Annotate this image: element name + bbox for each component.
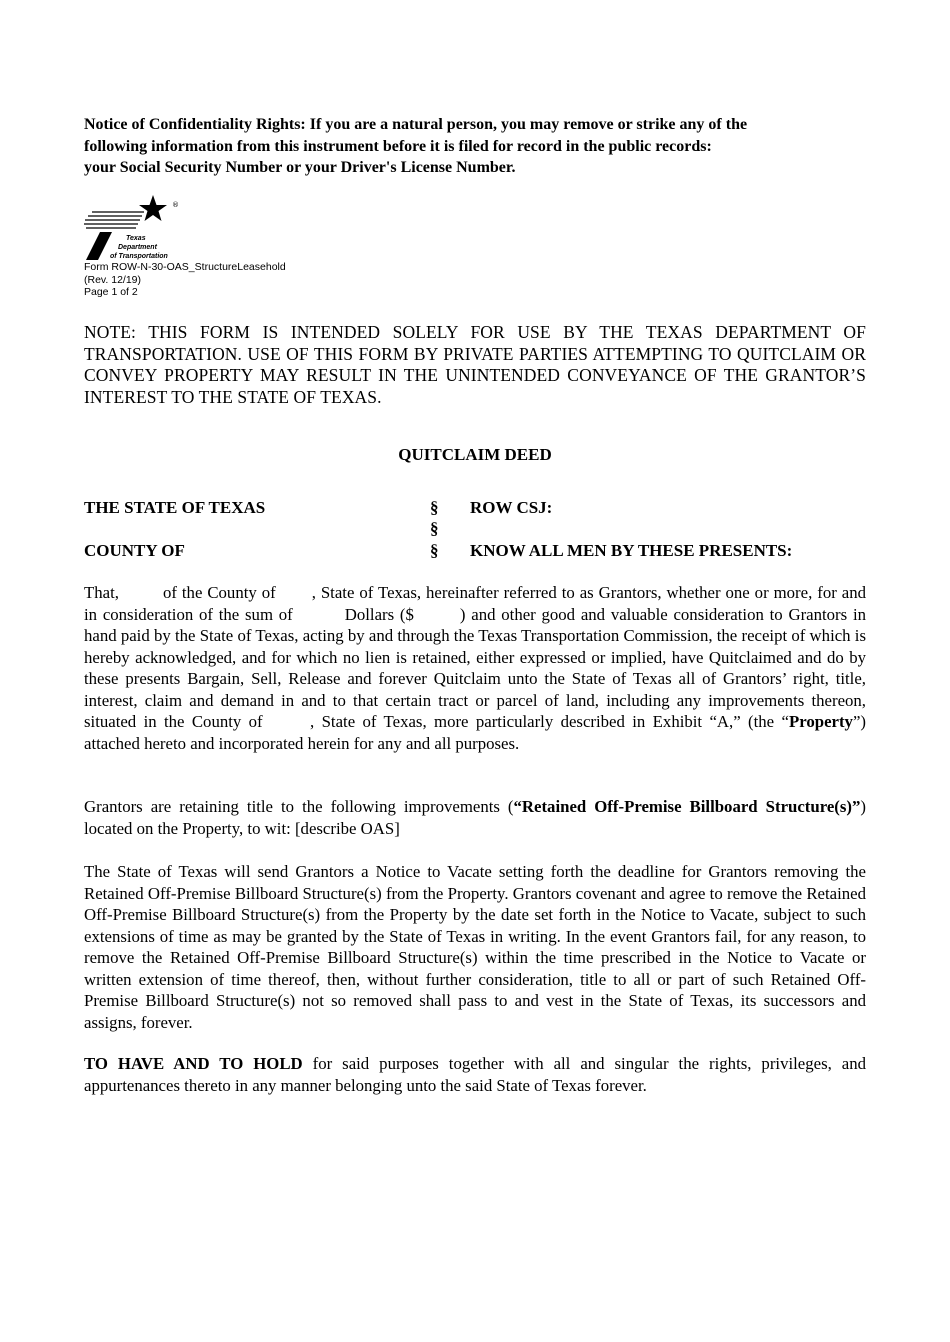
para1-text-h: ”) attached hereto and incorporated herein for any and all purposes. <box>84 712 866 753</box>
notice-line-3: your Social Security Number or your Driver's License Number. <box>84 159 516 176</box>
form-number: Form ROW-N-30-OAS_StructureLeasehold <box>84 261 286 273</box>
notice-line-1: Notice of Confidentiality Rights: If you are a natural person, you may remove or strike any of the <box>84 116 748 133</box>
para2-text-a: Grantors are retaining title to the following improvements ( <box>84 797 514 816</box>
county-of-heading: COUNTY OF <box>84 541 185 560</box>
document-title: QUITCLAIM DEED <box>398 445 552 464</box>
state-of-texas-heading: THE STATE OF TEXAS <box>84 498 266 517</box>
notice-to-vacate-paragraph: The State of Texas will send Grantors a Notice to Vacate setting forth the deadline for Grantors removing the Retained Off-Premise Billboard Structure(s) from the Property. Grantors covenant and agree to remove the Retained Off-Premise Billboard Structure(s) from the Property by the date set forth in the Notice to Vacate, subject to such extensions of time as may be granted by the State of Texas in writing. In the event Grantors fail, for any reason, to remove the Retained Off-Premise Billboard Structure(s) within the time prescribed in the Notice to Vacate or written extension of time thereof, then, without further consideration, title to all or part of such Retained Off-Premise Billboard Structure(s) not so removed shall pass to and vest in the State of Texas, its successors and assigns, forever. <box>84 862 866 1032</box>
para4-text-b: for said purposes together with all and singular the rights, privileges, and appurtenances thereto in any manner belonging unto the said State of Texas forever. <box>84 1054 867 1095</box>
row-csj-label: ROW CSJ: <box>470 498 553 517</box>
confidentiality-notice <box>84 114 884 179</box>
retained-structure-term: “Retained Off-Premise Billboard Structure(s)” <box>513 797 861 816</box>
section-symbol: § <box>430 541 439 560</box>
consideration-paragraph <box>84 582 866 754</box>
para1-text-a: That, <box>84 583 119 602</box>
usage-note: NOTE: THIS FORM IS INTENDED SOLELY FOR USE BY THE TEXAS DEPARTMENT OF TRANSPORTATION. USE OF THIS FORM BY PRIVATE PARTIES ATTEMPTING TO QUITCLAIM OR CONVEY PROPERTY MAY RESULT IN THE UNINTENDED CONVEYANCE OF THE GRANTOR’S INTEREST TO THE STATE OF TEXAS. <box>84 322 866 407</box>
section-symbol: § <box>430 519 439 538</box>
habendum-paragraph <box>84 1053 866 1096</box>
logo-text-transportation: of Transportation <box>110 253 168 260</box>
page-number: Page 1 of 2 <box>84 286 138 298</box>
para1-text-b: of the County of <box>162 583 276 602</box>
section-symbol: § <box>430 498 439 517</box>
para1-text-f: , State of Texas, more particularly described in Exhibit “A,” (the “ <box>310 712 789 731</box>
know-all-men-heading: KNOW ALL MEN BY THESE PRESENTS: <box>470 541 793 560</box>
txdot-logo-icon <box>82 192 192 262</box>
para2-text-c: ) located on the Property, to wit: [describe OAS] <box>84 797 867 838</box>
logo-text-texas: Texas <box>126 235 146 242</box>
logo-text-department: Department <box>118 244 157 251</box>
form-revision: (Rev. 12/19) <box>84 273 141 286</box>
logo-reg-mark: ® <box>172 201 179 209</box>
para1-text-e: ) and other good and valuable consideration to Grantors in hand paid by the State of Texas, acting by and through the Texas Transportation Commission, the receipt of which is hereby acknowledged, and for which no lien is retained, either expressed or implied, have Quitclaimed and do by these presents Bargain, Sell, Release and forever Quitclaim unto the State of Texas all of Grantors’ right, title, interest, claim and demand in and to that certain tract or parcel of land, including any improvements thereon, situated in the County of <box>84 604 866 731</box>
property-term: Property <box>788 712 853 731</box>
retained-improvements-paragraph <box>84 796 866 839</box>
form-identifier <box>84 261 286 299</box>
para1-text-d: Dollars ($ <box>344 604 414 624</box>
notice-line-2: following information from this instrument before it is filed for record in the public records: <box>84 137 712 155</box>
para1-text-c: , State of Texas, hereinafter referred to as Grantors, whether one or more, for and in consideration of the sum of <box>84 583 866 624</box>
habendum-term: TO HAVE AND TO HOLD <box>84 1054 303 1073</box>
